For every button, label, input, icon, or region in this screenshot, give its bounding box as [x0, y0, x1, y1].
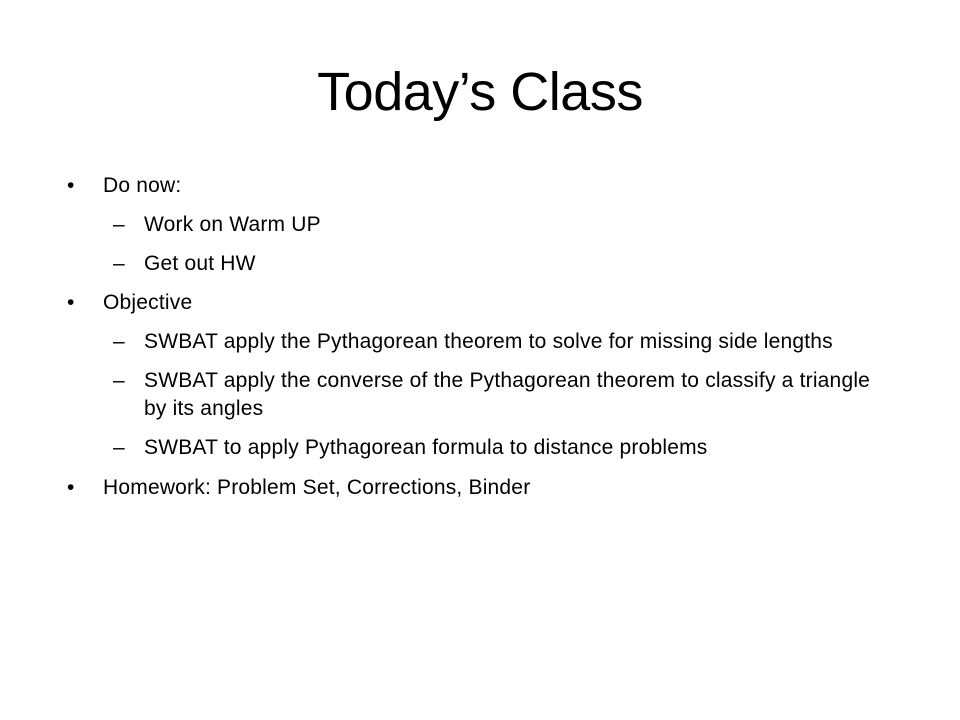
slide-body [67, 172, 897, 513]
sub-bullet-objective-3 [67, 434, 897, 462]
bullet-dot: • [67, 476, 75, 499]
bullet-text: Homework: Problem Set, Corrections, Binder [103, 476, 531, 499]
bullet-dot: • [67, 174, 75, 197]
sub-bullet-text: SWBAT to apply Pythagorean formula to distance problems [144, 436, 708, 459]
sub-bullet-dash: – [113, 330, 125, 353]
sub-bullet-warm-up [67, 211, 897, 239]
sub-bullet-objective-2 [67, 367, 897, 423]
sub-bullet-objective-1 [67, 328, 897, 356]
bullet-do-now [67, 172, 897, 200]
bullet-dot: • [67, 291, 75, 314]
sub-bullet-dash: – [113, 436, 125, 459]
sub-bullet-dash: – [113, 213, 125, 236]
sub-bullet-dash: – [113, 369, 125, 392]
sub-bullet-text: Get out HW [144, 252, 256, 275]
slide-title: Today’s Class [317, 62, 643, 122]
bullet-text: Objective [103, 291, 193, 314]
sub-bullet-dash: – [113, 252, 125, 275]
bullet-objective [67, 289, 897, 317]
sub-bullet-text: SWBAT apply the converse of the Pythagorean theorem to classify a triangle by its angles [144, 369, 871, 420]
bullet-text: Do now: [103, 174, 182, 197]
sub-bullet-text: SWBAT apply the Pythagorean theorem to solve for missing side lengths [144, 330, 833, 353]
bullet-homework [67, 474, 897, 502]
sub-bullet-homework-out [67, 250, 897, 278]
sub-bullet-text: Work on Warm UP [144, 213, 321, 236]
